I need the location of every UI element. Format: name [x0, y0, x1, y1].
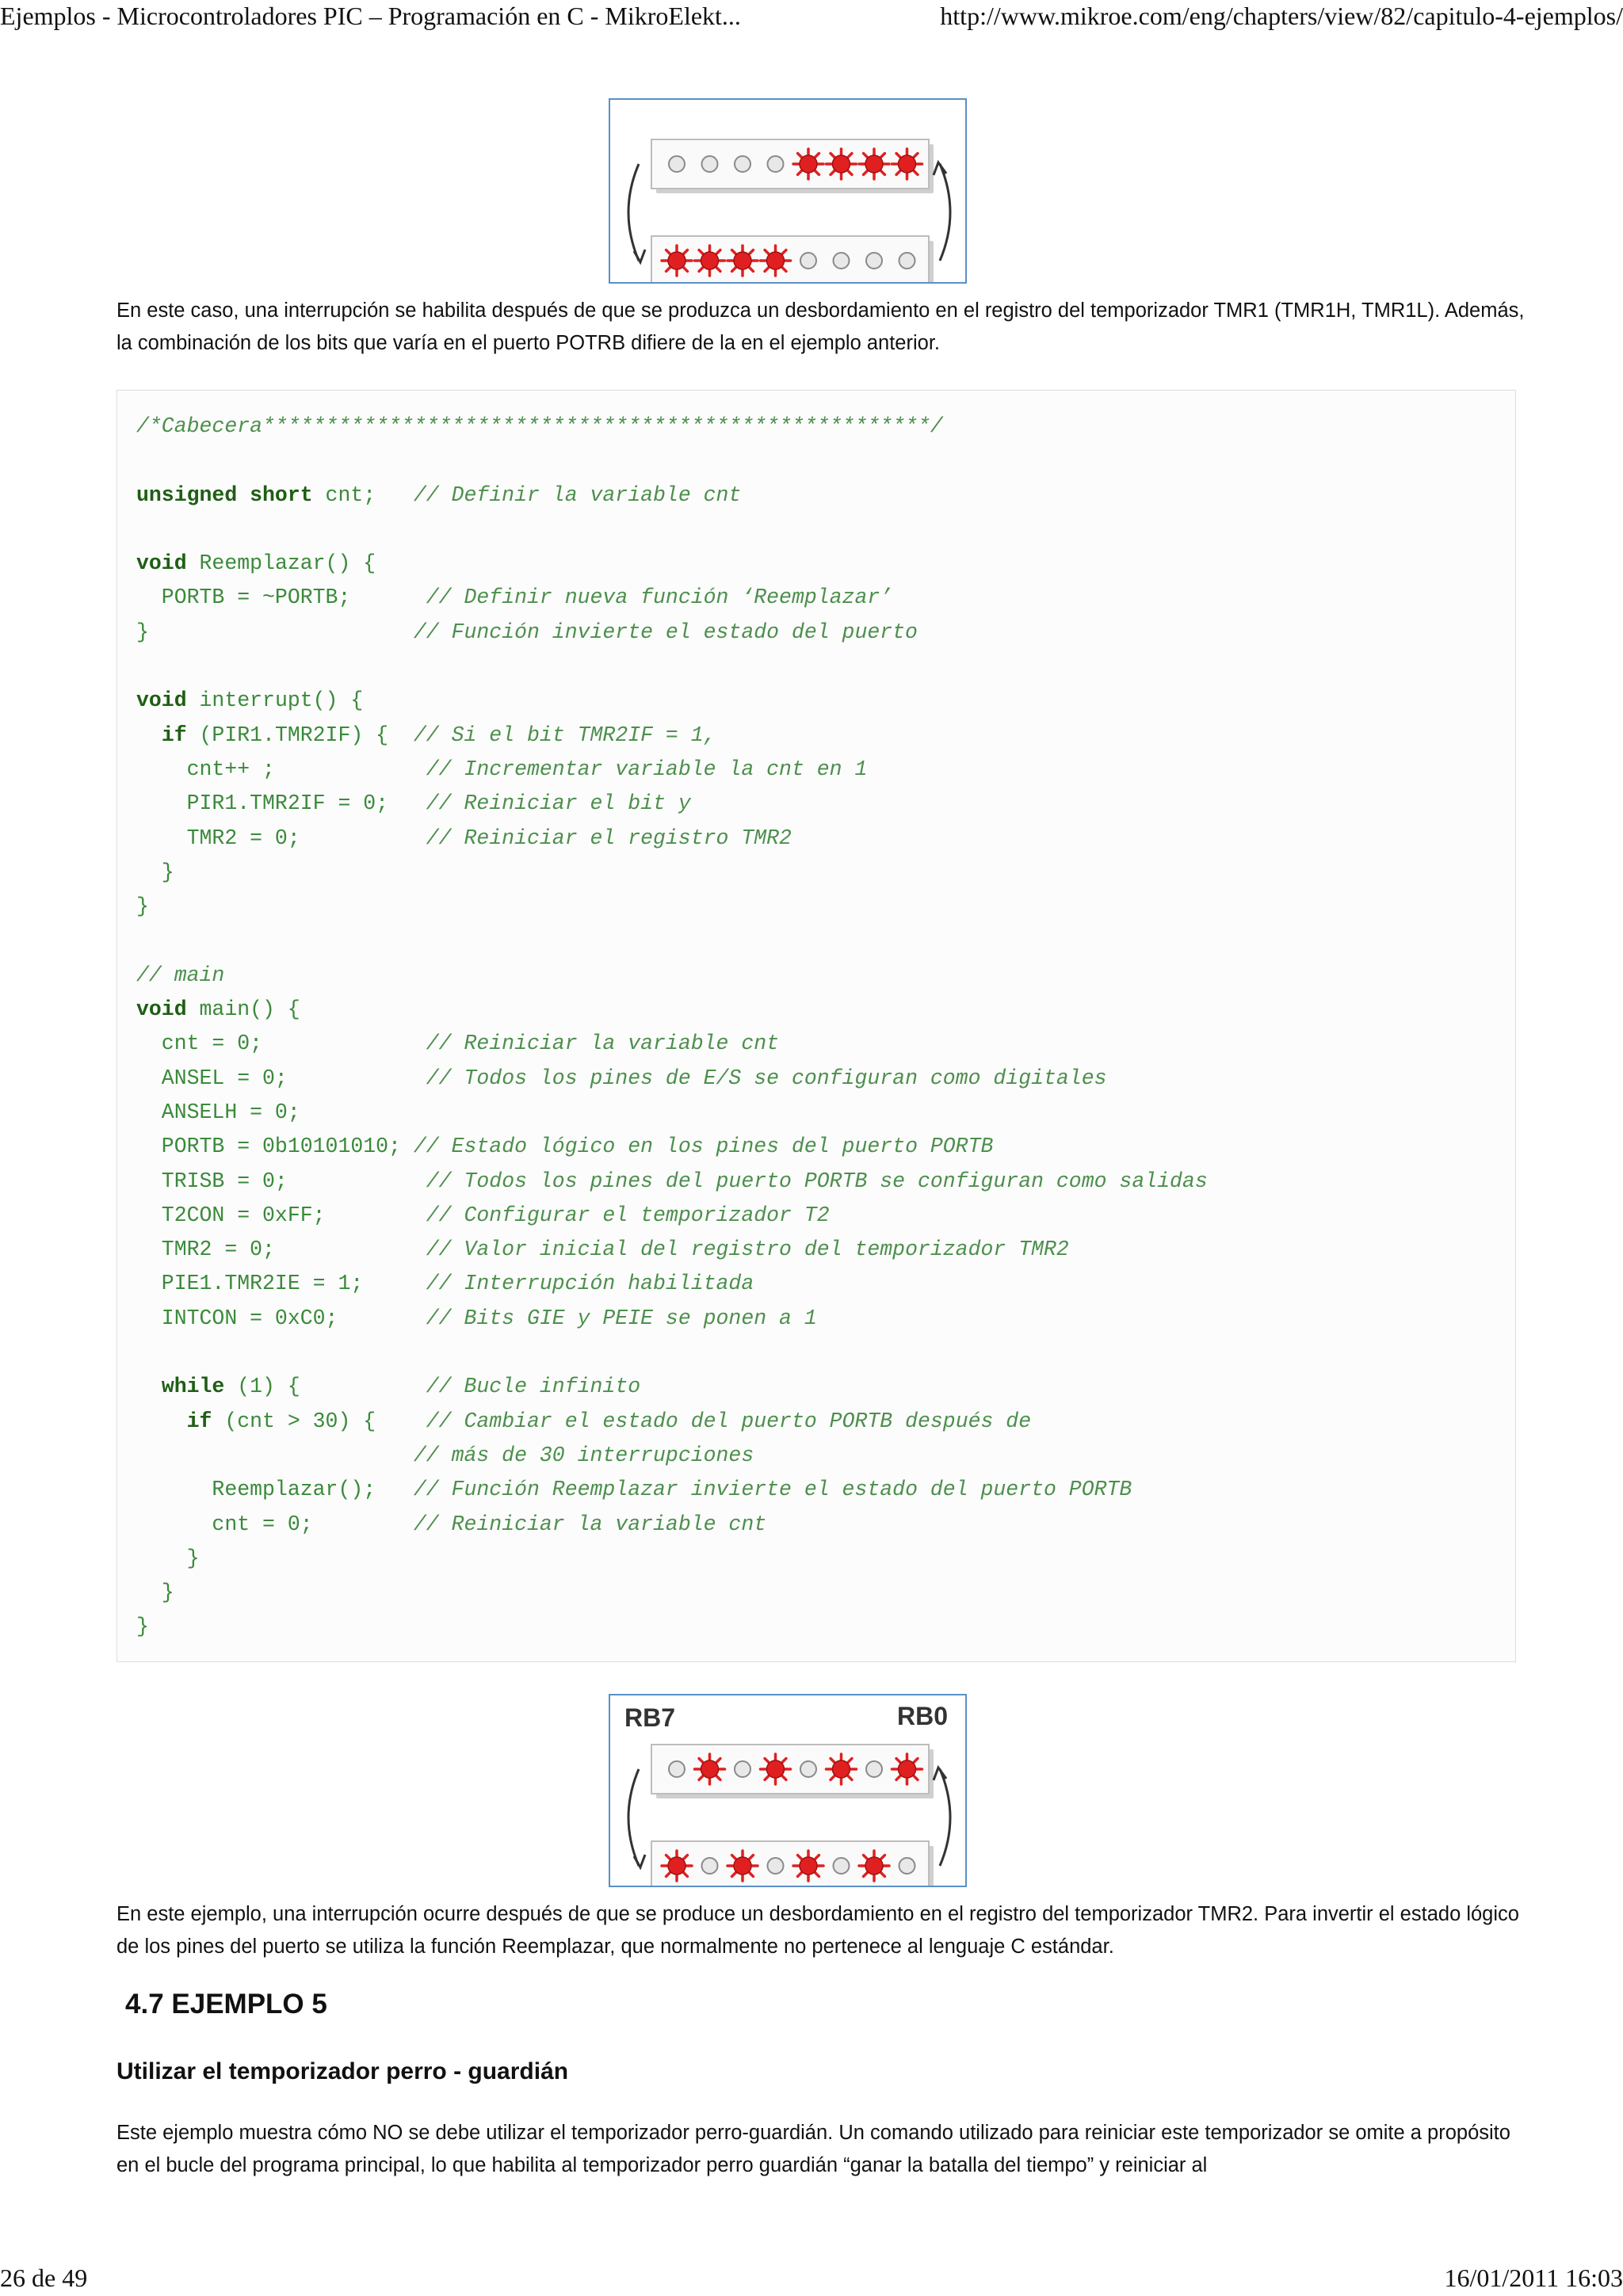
code-comment: // Cambiar el estado del puerto PORTB después de	[376, 1409, 1032, 1433]
led-on	[695, 246, 725, 276]
code-comment: // Bucle infinito	[300, 1375, 641, 1399]
code-comment: // Definir nueva función ‘Reemplazar’	[350, 585, 893, 610]
code-comment: // Bits GIE y PEIE se ponen a 1	[338, 1306, 817, 1330]
code-line: PIR1.TMR2IF = 0; // Reiniciar el bit y	[136, 791, 691, 816]
led-off	[866, 253, 882, 269]
code-line: void interrupt() {	[136, 688, 364, 713]
led-off	[735, 156, 750, 172]
page-number: 26 de 49	[0, 2264, 88, 2292]
page-title: Ejemplos - Microcontroladores PIC – Programación en C - MikroElekt...	[0, 2, 741, 30]
code-comment: // Reiniciar la variable cnt	[312, 1512, 767, 1536]
code-keyword: unsigned short	[136, 482, 313, 507]
led-on	[827, 1754, 857, 1784]
code-line: ANSELH = 0;	[136, 1100, 300, 1124]
led-on	[695, 1754, 725, 1784]
code-line: }	[136, 1581, 174, 1605]
code-comment: // Función invierte el estado del puerto	[148, 620, 918, 644]
code-keyword: if	[161, 723, 187, 747]
code-line: if (cnt > 30) { // Cambiar el estado del puerto PORTB después de	[186, 1409, 1032, 1433]
led-diagram-1	[609, 98, 967, 284]
led-off	[768, 156, 784, 172]
code-comment: // Interrupción habilitada	[363, 1272, 754, 1296]
arrow-left	[628, 164, 639, 261]
led-on	[761, 1754, 791, 1784]
code-line: TRISB = 0; // Todos los pines del puerto PORTB se configuran como salidas	[136, 1169, 1208, 1193]
code-keyword: void	[136, 688, 187, 713]
code-line: unsigned short cnt; // Definir la variable cnt	[136, 482, 742, 507]
code-comment: // Todos los pines del puerto PORTB se configuran como salidas	[287, 1169, 1208, 1193]
code-line	[136, 1439, 1208, 1473]
code-line	[136, 924, 1208, 958]
led-off	[899, 253, 915, 269]
code-comment: // más de 30 interrupciones	[413, 1443, 754, 1467]
code-line: /*Cabecera*****************************************************/	[136, 414, 943, 438]
code-comment: // Si el bit TMR2IF = 1,	[388, 723, 716, 747]
arrow-right	[940, 164, 950, 261]
led-diagram-1-svg	[610, 100, 965, 282]
code-comment: // Reiniciar el registro TMR2	[300, 826, 792, 850]
led-on	[662, 1851, 692, 1881]
code-comment: // Valor inicial del registro del temporizador TMR2	[274, 1238, 1069, 1262]
led-on	[727, 246, 758, 276]
code-line: T2CON = 0xFF; // Configurar el temporizador T2	[136, 1203, 830, 1227]
led-off	[834, 253, 850, 269]
code-line: PORTB = 0b10101010; // Estado lógico en los pines del puerto PORTB	[136, 1135, 994, 1159]
code-block	[116, 390, 1516, 1662]
led-on	[662, 246, 692, 276]
code-line: cnt = 0; // Reiniciar la variable cnt	[136, 1032, 780, 1056]
led-off	[702, 1858, 718, 1874]
code-line: cnt = 0; // Reiniciar la variable cnt	[136, 1512, 767, 1536]
led-on	[892, 1754, 922, 1784]
led-off	[866, 1761, 882, 1777]
code-line: } // Función invierte el estado del puerto	[136, 620, 918, 644]
code-comment: // Estado lógico en los pines del puerto PORTB	[400, 1135, 994, 1159]
print-datetime: 16/01/2011 16:03	[1444, 2264, 1623, 2292]
label-rb7: RB7	[624, 1703, 676, 1732]
led-off	[899, 1858, 915, 1874]
subsection-title: Utilizar el temporizador perro - guardián	[116, 2058, 569, 2084]
led-on	[859, 1851, 889, 1881]
code-line: PIE1.TMR2IE = 1; // Interrupción habilitada	[136, 1272, 754, 1296]
led-diagram-2-svg	[610, 1695, 965, 1886]
led-off	[800, 253, 816, 269]
section-title: 4.7 EJEMPLO 5	[125, 1989, 327, 2019]
code-line	[136, 1336, 1208, 1370]
paragraph-3: Este ejemplo muestra cómo NO se debe utilizar el temporizador perro-guardián. Un comando utilizado para reiniciar este temporizador se omite a propósito en el bucle del programa principal, lo que habilita al temporizador perro guardián “ganar la batalla del tiempo” y reiniciar al	[116, 2122, 1510, 2176]
code-comment: // Configurar el temporizador T2	[325, 1203, 830, 1227]
code-line: TMR2 = 0; // Valor inicial del registro del temporizador TMR2	[136, 1238, 1069, 1262]
code-line: cnt++ ; // Incrementar variable la cnt en 1	[136, 757, 868, 781]
code-line: PORTB = ~PORTB; // Definir nueva función ‘Reemplazar’	[136, 585, 893, 610]
code-keyword: void	[136, 551, 187, 576]
led-on	[761, 246, 791, 276]
code-keyword: if	[186, 1409, 212, 1433]
code-line: void Reemplazar() {	[136, 551, 376, 576]
code-comment: // Definir la variable cnt	[376, 482, 742, 507]
led-off	[834, 1858, 850, 1874]
code-line	[136, 513, 1208, 547]
code-line: }	[136, 894, 149, 919]
code-comment: // Incrementar variable la cnt en 1	[274, 757, 868, 781]
code-listing	[136, 410, 1208, 1645]
led-off	[800, 1761, 816, 1777]
code-line	[136, 650, 1208, 684]
code-line: ANSEL = 0; // Todos los pines de E/S se configuran como digitales	[136, 1066, 1107, 1090]
led-off	[735, 1761, 750, 1777]
code-line: if (PIR1.TMR2IF) { // Si el bit TMR2IF = 1,	[161, 723, 716, 747]
paragraph-2: En este ejemplo, una interrupción ocurre después de que se produce un desbordamiento en el registro del temporizador TMR2. Para invertir el estado lógico de los pines del puerto se utiliza la función Reemplazar, que normalmente no pertenece al lenguaje C estándar.	[116, 1903, 1519, 1958]
led-off	[669, 156, 685, 172]
code-line: Reemplazar(); // Función Reemplazar invierte el estado del puerto PORTB	[136, 1478, 1132, 1502]
code-comment: // Reiniciar la variable cnt	[262, 1032, 780, 1056]
code-comment: // Función Reemplazar invierte el estado del puerto PORTB	[376, 1478, 1132, 1502]
code-line: }	[136, 860, 174, 884]
arrow-right	[940, 1769, 950, 1866]
led-on	[892, 149, 922, 179]
led-on	[827, 149, 857, 179]
print-footer	[0, 2256, 1623, 2296]
led-diagram-2	[609, 1694, 967, 1887]
code-keyword: while	[161, 1375, 225, 1399]
led-on	[727, 1851, 758, 1881]
code-line: // main	[136, 963, 225, 987]
label-rb0: RB0	[896, 1702, 948, 1730]
arrow-left	[628, 1769, 639, 1866]
page-url: http://www.mikroe.com/eng/chapters/view/82/capitulo-4-ejemplos/	[940, 2, 1623, 30]
led-panel	[651, 1841, 929, 1886]
code-keyword: void	[136, 997, 187, 1022]
code-line: INTCON = 0xC0; // Bits GIE y PEIE se ponen a 1	[136, 1306, 817, 1330]
led-on	[793, 1851, 823, 1881]
paragraph-1: En este caso, una interrupción se habilita después de que se produzca un desbordamiento en el registro del temporizador TMR1 (TMR1H, TMR1L). Además, la combinación de los bits que varía en el puerto POTRB difiere de la en el ejemplo anterior.	[116, 299, 1525, 354]
led-off	[768, 1858, 784, 1874]
code-line: }	[136, 1546, 200, 1570]
led-on	[859, 149, 889, 179]
led-off	[702, 156, 718, 172]
code-line: while (1) { // Bucle infinito	[161, 1375, 641, 1399]
code-comment: // Todos los pines de E/S se configuran como digitales	[287, 1066, 1107, 1090]
code-comment: // Reiniciar el bit y	[388, 791, 691, 816]
code-line: void main() {	[136, 997, 300, 1022]
led-on	[793, 149, 823, 179]
led-panel	[651, 236, 929, 282]
code-line	[136, 444, 1208, 478]
code-line: TMR2 = 0; // Reiniciar el registro TMR2	[136, 826, 792, 850]
print-header	[0, 0, 1623, 48]
code-line: }	[136, 1615, 149, 1639]
led-off	[669, 1761, 685, 1777]
